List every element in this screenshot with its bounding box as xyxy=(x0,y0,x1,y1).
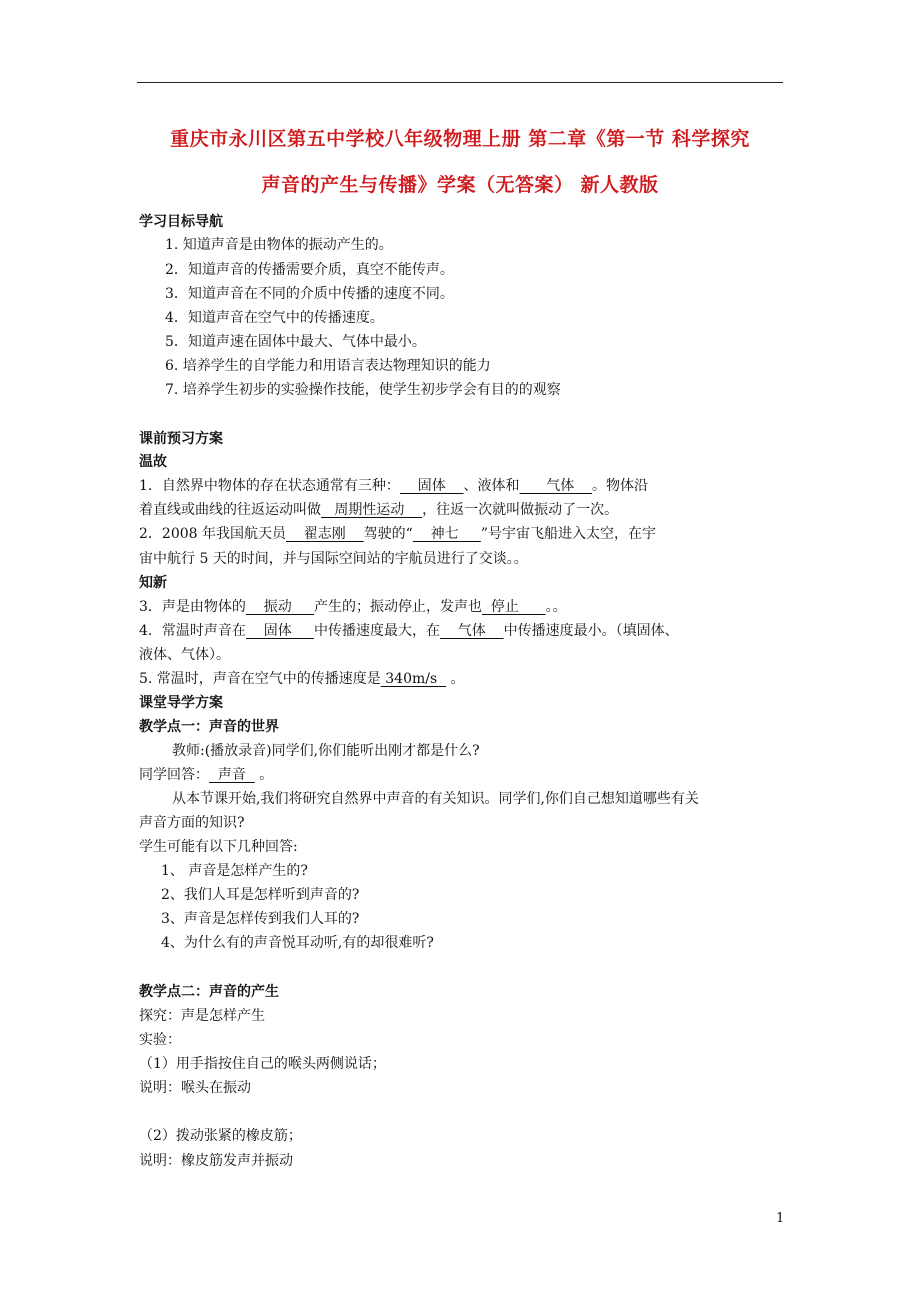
goals-heading: 学习目标导航 xyxy=(139,214,223,230)
teaching-point-2-heading: 教学点二：声音的产生 xyxy=(139,984,279,1000)
goal-item: 3．知道声音在不同的介质中传播的速度不同。 xyxy=(165,286,454,302)
goal-item: 6. 培养学生的自学能力和用语言表达物理知识的能力 xyxy=(165,358,491,374)
possible-answer: 4、为什么有的声音悦耳动听,有的却很难听? xyxy=(161,935,434,951)
question-1-line-1: 1．自然界中物体的存在状态通常有三种： 固体 、液体和 气体 。物体沿 xyxy=(139,478,649,494)
question-2-line-1: 2．2008 年我国航天员 翟志刚 驾驶的“ 神七 ”号宇宙飞船进入太空，在宇 xyxy=(139,526,657,542)
explore-line: 探究：声是怎样产生 xyxy=(139,1008,265,1024)
preview-heading: 课前预习方案 xyxy=(139,431,223,447)
paragraph-line-2: 声音方面的知识? xyxy=(139,815,245,831)
goal-item: 4．知道声音在空气中的传播速度。 xyxy=(165,310,384,326)
possible-answer: 3、声音是怎样传到我们人耳的? xyxy=(161,911,360,927)
answer-blank: 气体 xyxy=(439,623,504,639)
answer-blank: 神七 xyxy=(412,526,481,542)
answer-blank: 声音 xyxy=(209,767,255,783)
possible-answers-intro: 学生可能有以下几种回答: xyxy=(139,839,298,855)
question-4-line-1: 4．常温时声音在 固体 中传播速度最大，在 气体 中传播速度最小。（填固体、 xyxy=(139,623,679,639)
header-rule xyxy=(137,82,783,83)
student-answer: 同学回答： 声音 。 xyxy=(139,767,274,783)
experiment-1-note: 说明：喉头在振动 xyxy=(139,1080,251,1096)
possible-answer: 1、 声音是怎样产生的? xyxy=(161,863,308,879)
question-4-line-2: 液体、气体）。 xyxy=(139,647,230,663)
goal-item: 7. 培养学生初步的实验操作技能，使学生初步学会有目的的观察 xyxy=(165,382,561,398)
goal-item: 5．知道声速在固体中最大、气体中最小。 xyxy=(165,334,426,350)
paragraph-line-1: 从本节课开始,我们将研究自然界中声音的有关知识。同学们,你们自己想知道哪些有关 xyxy=(172,791,699,807)
page-number: 1 xyxy=(776,1211,785,1226)
goal-item: 2．知道声音的传播需要介质，真空不能传声。 xyxy=(165,262,454,278)
question-5: 5. 常温时，声音在空气中的传播速度是 340m/s 。 xyxy=(139,671,465,687)
question-2-line-2: 宙中航行 5 天的时间，并与国际空间站的宇航员进行了交谈。。 xyxy=(139,551,528,567)
answer-blank: 振动 xyxy=(245,599,314,615)
experiment-2: （2）拨动张紧的橡皮筋； xyxy=(139,1128,302,1144)
answer-blank: 固体 xyxy=(399,478,464,494)
experiment-1: （1）用手指按住自己的喉头两侧说话； xyxy=(139,1056,386,1072)
question-3: 3．声是由物体的 振动 产生的；振动停止，发声也 停止 。。 xyxy=(139,599,567,615)
possible-answer: 2、我们人耳是怎样听到声音的? xyxy=(161,887,360,903)
review-heading: 温故 xyxy=(139,454,167,470)
answer-blank: 周期性运动 xyxy=(321,502,423,518)
answer-blank: 固体 xyxy=(245,623,314,639)
answer-blank: 340m/s xyxy=(380,671,447,687)
answer-blank: 气体 xyxy=(519,478,593,494)
document-title-line-2: 声音的产生与传播》学案（无答案） 新人教版 xyxy=(261,174,659,196)
answer-blank: 停止 xyxy=(481,599,546,615)
goal-item: 1. 知道声音是由物体的振动产生的。 xyxy=(165,237,393,253)
classroom-heading: 课堂导学方案 xyxy=(139,695,223,711)
teaching-point-1-heading: 教学点一：声音的世界 xyxy=(139,719,279,735)
document-title-line-1: 重庆市永川区第五中学校八年级物理上册 第二章《第一节 科学探究 xyxy=(170,128,750,150)
new-knowledge-heading: 知新 xyxy=(139,575,167,591)
experiment-label: 实验： xyxy=(139,1032,181,1048)
question-1-line-2: 着直线或曲线的往返运动叫做 周期性运动 ，往返一次就叫做振动了一次。 xyxy=(139,502,619,518)
answer-blank: 翟志刚 xyxy=(286,526,364,542)
teacher-line: 教师:(播放录音)同学们,你们能听出刚才都是什么? xyxy=(172,743,480,759)
experiment-2-note: 说明：橡皮筋发声并振动 xyxy=(139,1153,293,1169)
